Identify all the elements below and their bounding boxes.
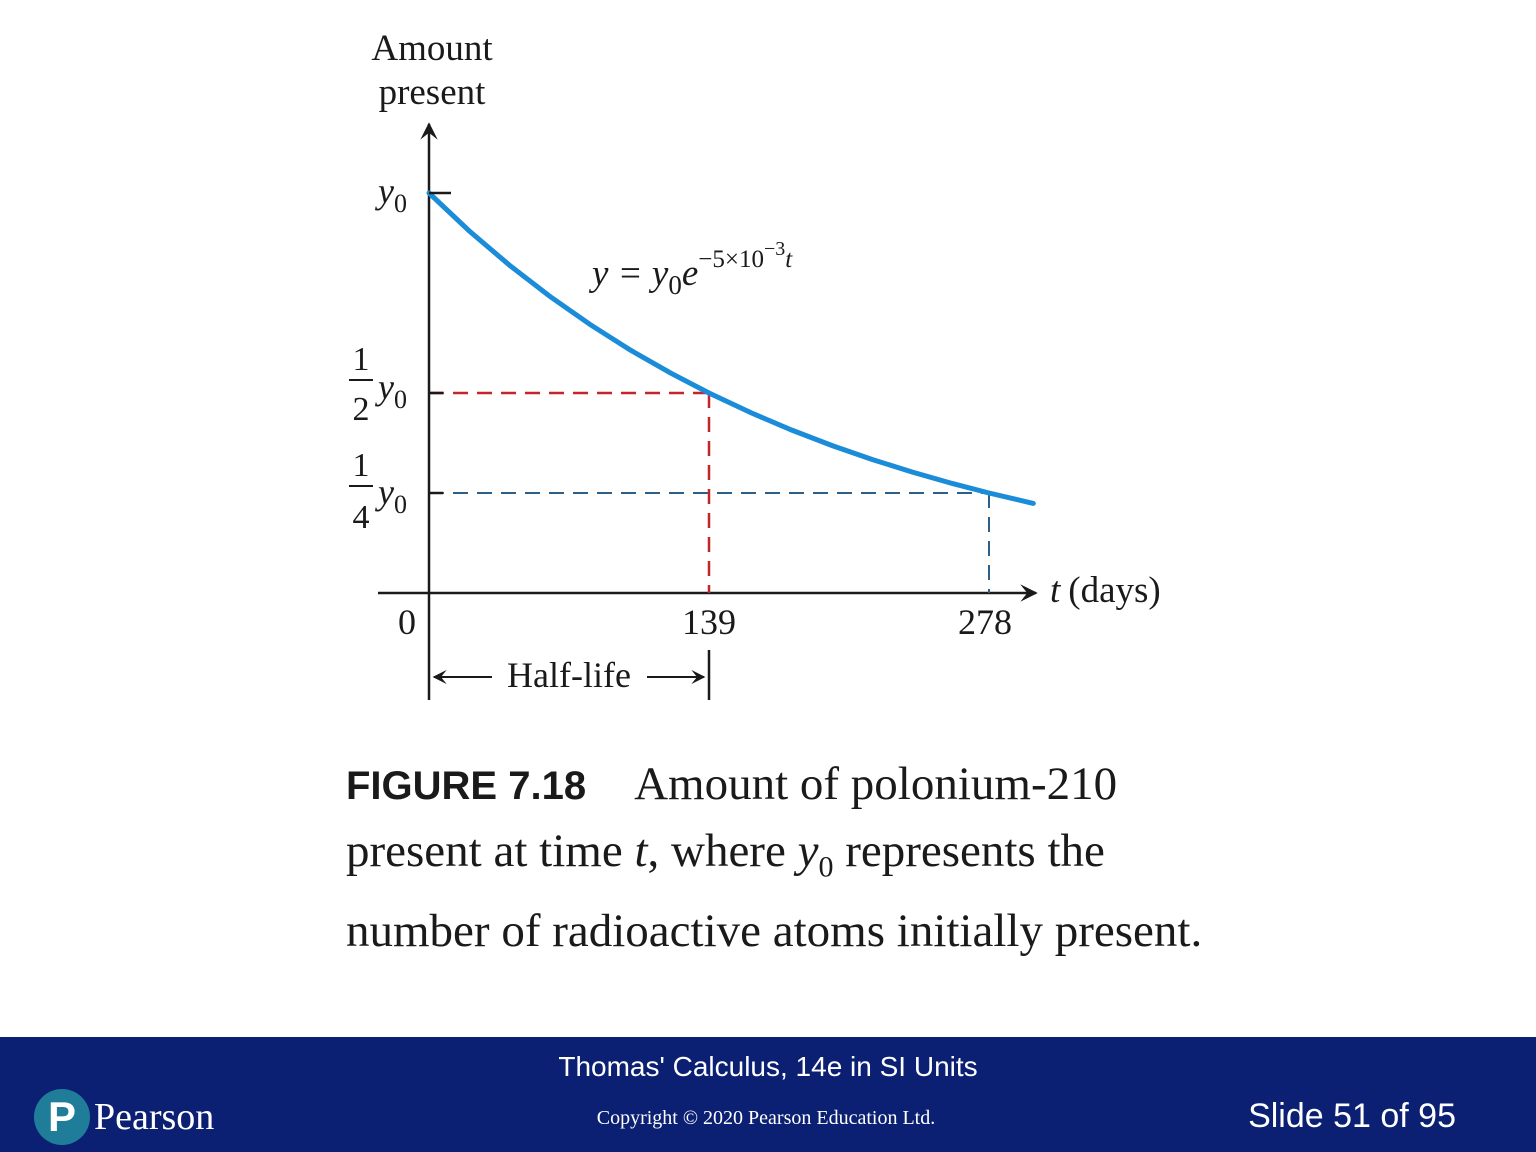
copyright-notice: Copyright © 2020 Pearson Education Ltd. bbox=[596, 1107, 936, 1129]
book-title: Thomas' Calculus, 14e in SI Units bbox=[558, 1051, 978, 1082]
svg-text:y0: $y_0$ bbox=[378, 472, 407, 519]
svg-text:2: 2 bbox=[352, 391, 370, 428]
slide-footer bbox=[0, 1037, 1536, 1152]
x-tick-label-139: 139 bbox=[682, 602, 736, 642]
svg-text:4: 4 bbox=[352, 499, 370, 536]
pearson-brand-name: Pearson bbox=[94, 1096, 215, 1138]
decay-curve-line bbox=[429, 193, 1033, 503]
figure-caption: FIGURE 7.18 Amount of polonium-210 present at time t, where $y_0$ represents the number of radioactive atoms initially present. bbox=[346, 758, 1203, 958]
curve-formula: $y = y_0e^{-5\times 10-3}_t$ bbox=[592, 238, 793, 300]
y-tick-label-y0: $y_0$ bbox=[378, 171, 407, 218]
x-tick-label-278: 278 bbox=[958, 602, 1012, 642]
pearson-logo-icon: P bbox=[34, 1089, 90, 1145]
slide-number: Slide 51 of 95 bbox=[1248, 1097, 1456, 1135]
y-axis-title-line1: Amount bbox=[371, 28, 493, 69]
half-life-label: Half-life bbox=[507, 655, 631, 695]
y-tick-label-quarter-y0 bbox=[349, 447, 407, 536]
x-axis-title: t (days) bbox=[1050, 570, 1161, 611]
figure-label: FIGURE 7.18 bbox=[346, 764, 587, 808]
svg-text:y0: $y_0$ bbox=[378, 367, 407, 414]
svg-text:1: 1 bbox=[352, 341, 370, 378]
x-tick-label-0: 0 bbox=[398, 602, 416, 642]
y-tick-label-half-y0 bbox=[349, 341, 407, 428]
svg-text:1: 1 bbox=[352, 447, 370, 484]
y-axis-title-line2: present bbox=[378, 72, 486, 113]
